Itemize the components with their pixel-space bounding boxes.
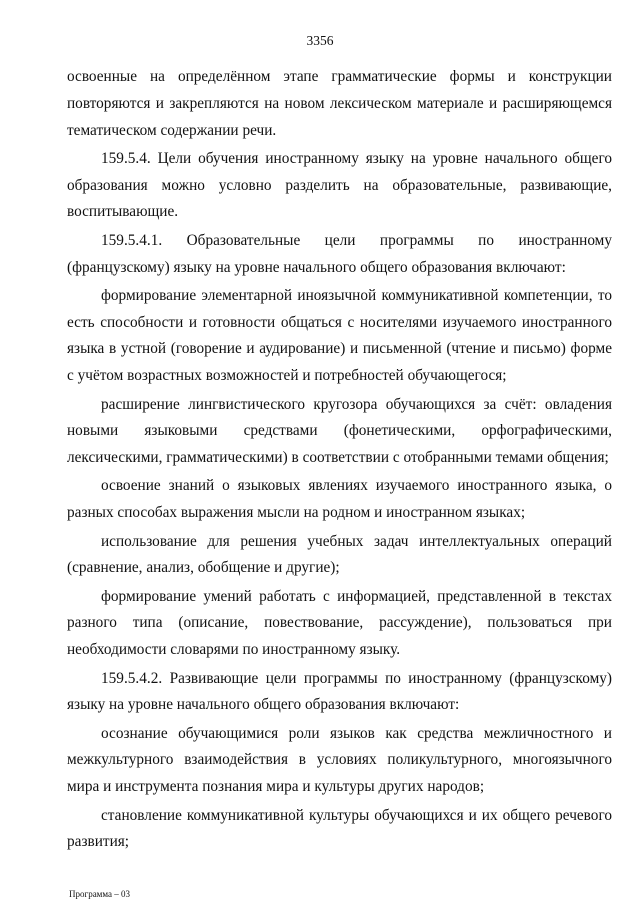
paragraph-item: формирование элементарной иноязычной коммуникативной компетенции, то есть способности и готовности общаться с носителями изучаемого иностранного языка в устной (говорение и аудирование) и письменной (чтение и письмо) форме с учётом возрастных возможностей и потребностей обучающегося; — [67, 286, 612, 385]
paragraph-item: осознание обучающимися роли языков как средства межличностного и межкультурного взаимодействия в условиях поликультурного, многоязычного мира и инструмента познания мира и культуры других народов; — [67, 724, 612, 796]
document-body — [67, 64, 612, 858]
paragraph-section-159-5-4-2: 159.5.4.2. Развивающие цели программы по иностранному (французскому) языку на уровне начального общего образования включают: — [67, 669, 612, 714]
paragraph-item: использование для решения учебных задач интеллектуальных операций (сравнение, анализ, обобщение и другие); — [67, 532, 612, 577]
paragraph-item: расширение лингвистического кругозора обучающихся за счёт: овладения новыми языковыми средствами (фонетическими, орфографическими, лексическими, грамматическими) в соответствии с отобранными темами общения; — [67, 395, 612, 467]
paragraph-item: освоение знаний о языковых явлениях изучаемого иностранного языка, о разных способах выражения мысли на родном и иностранном языках; — [67, 477, 612, 522]
paragraph-item: становление коммуникативной культуры обучающихся и их общего речевого развития; — [67, 806, 612, 851]
paragraph-continuation: освоенные на определённом этапе грамматические формы и конструкции повторяются и закрепляются на новом лексическом материале и расширяющемся тематическом содержании речи. — [67, 68, 612, 139]
paragraph-item: формирование умений работать с информацией, представленной в текстах разного типа (описание, повествование, рассуждение), пользоваться при необходимости словарями по иностранному языку. — [67, 587, 612, 659]
footer-label: Программа – 03 — [69, 889, 131, 899]
paragraph-section-159-5-4: 159.5.4. Цели обучения иностранному языку на уровне начального общего образования можно условно разделить на образовательные, развивающие, воспитывающие. — [67, 149, 612, 221]
page-number: 3356 — [306, 33, 334, 48]
paragraph-section-159-5-4-1: 159.5.4.1. Образовательные цели программы по иностранному (французскому) языку на уровне начального общего образования включают: — [67, 231, 612, 276]
